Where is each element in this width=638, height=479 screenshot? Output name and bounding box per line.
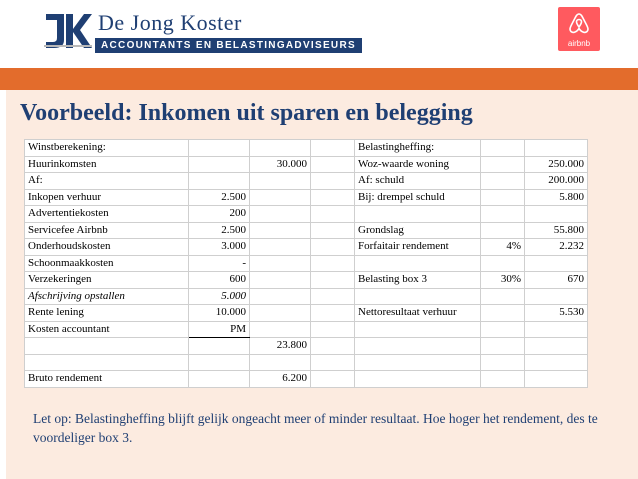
table-cell: Forfaitair rendement bbox=[355, 239, 481, 256]
table-cell bbox=[311, 354, 355, 371]
table-cell: 30% bbox=[481, 272, 525, 289]
table-cell bbox=[189, 354, 250, 371]
table-cell bbox=[250, 272, 311, 289]
table-cell: 200.000 bbox=[525, 173, 588, 190]
table-cell bbox=[481, 156, 525, 173]
table-cell bbox=[525, 288, 588, 305]
table-cell: Grondslag bbox=[355, 222, 481, 239]
table-row bbox=[25, 305, 588, 322]
table-cell: 5.530 bbox=[525, 305, 588, 322]
table-cell bbox=[481, 173, 525, 190]
table-cell bbox=[481, 371, 525, 388]
table-cell: 2.500 bbox=[189, 189, 250, 206]
table-cell: Kosten accountant bbox=[25, 321, 189, 338]
table-cell bbox=[25, 338, 189, 355]
table-cell bbox=[250, 173, 311, 190]
table-cell: Belastingheffing: bbox=[355, 140, 481, 157]
table-cell: 250.000 bbox=[525, 156, 588, 173]
airbnb-logo-text: airbnb bbox=[567, 39, 591, 48]
table-row bbox=[25, 371, 588, 388]
table-cell: Nettoresultaat verhuur bbox=[355, 305, 481, 322]
table-cell bbox=[250, 288, 311, 305]
table-cell bbox=[481, 354, 525, 371]
table-cell: Winstberekening: bbox=[25, 140, 189, 157]
table-cell: Schoonmaakkosten bbox=[25, 255, 189, 272]
table-cell: Afschrijving opstallen bbox=[25, 288, 189, 305]
table-cell: 55.800 bbox=[525, 222, 588, 239]
table-cell bbox=[311, 321, 355, 338]
accent-bar bbox=[0, 68, 638, 90]
company-tagline: ACCOUNTANTS EN BELASTINGADVISEURS bbox=[95, 38, 362, 53]
table-cell: Servicefee Airbnb bbox=[25, 222, 189, 239]
table-cell bbox=[311, 371, 355, 388]
airbnb-belo-icon bbox=[569, 12, 589, 34]
table-cell bbox=[311, 272, 355, 289]
table-row bbox=[25, 255, 588, 272]
calculation-table bbox=[24, 139, 588, 388]
table-row bbox=[25, 321, 588, 338]
table-cell bbox=[481, 255, 525, 272]
table-cell bbox=[355, 288, 481, 305]
table-cell bbox=[189, 173, 250, 190]
table-cell bbox=[481, 206, 525, 223]
table-cell: 6.200 bbox=[250, 371, 311, 388]
table-cell bbox=[481, 321, 525, 338]
table-cell bbox=[311, 140, 355, 157]
table-cell bbox=[189, 371, 250, 388]
table-cell: Af: bbox=[25, 173, 189, 190]
table-cell: Bruto rendement bbox=[25, 371, 189, 388]
table-cell bbox=[311, 222, 355, 239]
table-cell: 4% bbox=[481, 239, 525, 256]
table-cell: - bbox=[189, 255, 250, 272]
table-cell bbox=[525, 371, 588, 388]
table-cell: Belasting box 3 bbox=[355, 272, 481, 289]
table-cell: 600 bbox=[189, 272, 250, 289]
table-cell: Onderhoudskosten bbox=[25, 239, 189, 256]
table-row bbox=[25, 156, 588, 173]
table-cell: Rente lening bbox=[25, 305, 189, 322]
table-row bbox=[25, 288, 588, 305]
table-cell bbox=[525, 255, 588, 272]
table-cell bbox=[311, 255, 355, 272]
table-cell bbox=[250, 321, 311, 338]
slide-title: Voorbeeld: Inkomen uit sparen en belegging bbox=[20, 100, 473, 126]
table-cell bbox=[250, 239, 311, 256]
table-cell: 5.800 bbox=[525, 189, 588, 206]
header bbox=[0, 0, 638, 68]
table-cell bbox=[355, 206, 481, 223]
table-row bbox=[25, 222, 588, 239]
table-row bbox=[25, 140, 588, 157]
table-cell: Advertentiekosten bbox=[25, 206, 189, 223]
table-cell bbox=[311, 338, 355, 355]
table-cell: Bij: drempel schuld bbox=[355, 189, 481, 206]
table-cell: 3.000 bbox=[189, 239, 250, 256]
table-cell bbox=[525, 321, 588, 338]
note-text: Let op: Belastingheffing blijft gelijk ongeacht meer of minder resultaat. Hoe hoger het rendement, des te voordeliger box 3. bbox=[33, 411, 598, 445]
table-cell bbox=[525, 140, 588, 157]
company-name: De Jong Koster bbox=[98, 10, 242, 35]
table-cell: Woz-waarde woning bbox=[355, 156, 481, 173]
table-cell bbox=[481, 222, 525, 239]
table-cell bbox=[355, 255, 481, 272]
table-cell bbox=[250, 305, 311, 322]
table-cell bbox=[311, 173, 355, 190]
table-cell: 2.232 bbox=[525, 239, 588, 256]
table-row bbox=[25, 173, 588, 190]
table-cell: 10.000 bbox=[189, 305, 250, 322]
table-cell: PM bbox=[189, 321, 250, 338]
table-cell bbox=[481, 305, 525, 322]
table-cell bbox=[525, 338, 588, 355]
table-cell bbox=[311, 288, 355, 305]
table-cell bbox=[189, 156, 250, 173]
table-cell bbox=[250, 140, 311, 157]
dejongkoster-logo-icon bbox=[42, 10, 94, 52]
table-cell bbox=[311, 239, 355, 256]
table-cell bbox=[481, 338, 525, 355]
table-cell: 200 bbox=[189, 206, 250, 223]
table-cell bbox=[355, 338, 481, 355]
table-row bbox=[25, 239, 588, 256]
table-cell bbox=[311, 206, 355, 223]
table-row bbox=[25, 338, 588, 355]
table-cell: 670 bbox=[525, 272, 588, 289]
table-row bbox=[25, 189, 588, 206]
table-cell: Verzekeringen bbox=[25, 272, 189, 289]
table-cell bbox=[250, 354, 311, 371]
table-cell: 2.500 bbox=[189, 222, 250, 239]
table-cell bbox=[311, 156, 355, 173]
table-cell: 23.800 bbox=[250, 338, 311, 355]
table-cell bbox=[250, 189, 311, 206]
table-cell bbox=[355, 371, 481, 388]
table-cell bbox=[481, 140, 525, 157]
table-row bbox=[25, 272, 588, 289]
table-cell: 5.000 bbox=[189, 288, 250, 305]
table-row bbox=[25, 354, 588, 371]
table-cell: 30.000 bbox=[250, 156, 311, 173]
table-cell bbox=[355, 354, 481, 371]
table-cell bbox=[189, 338, 250, 355]
table-cell bbox=[189, 140, 250, 157]
table-cell bbox=[481, 288, 525, 305]
table-cell bbox=[525, 354, 588, 371]
table-cell bbox=[311, 305, 355, 322]
table-cell bbox=[481, 189, 525, 206]
table-row bbox=[25, 206, 588, 223]
table-cell bbox=[25, 354, 189, 371]
table-cell bbox=[311, 189, 355, 206]
table-cell bbox=[355, 321, 481, 338]
table-cell bbox=[250, 206, 311, 223]
airbnb-logo bbox=[558, 7, 600, 51]
table-cell bbox=[525, 206, 588, 223]
table-cell bbox=[250, 255, 311, 272]
table-cell: Af: schuld bbox=[355, 173, 481, 190]
table-cell: Inkopen verhuur bbox=[25, 189, 189, 206]
table-cell bbox=[250, 222, 311, 239]
table-cell: Huurinkomsten bbox=[25, 156, 189, 173]
